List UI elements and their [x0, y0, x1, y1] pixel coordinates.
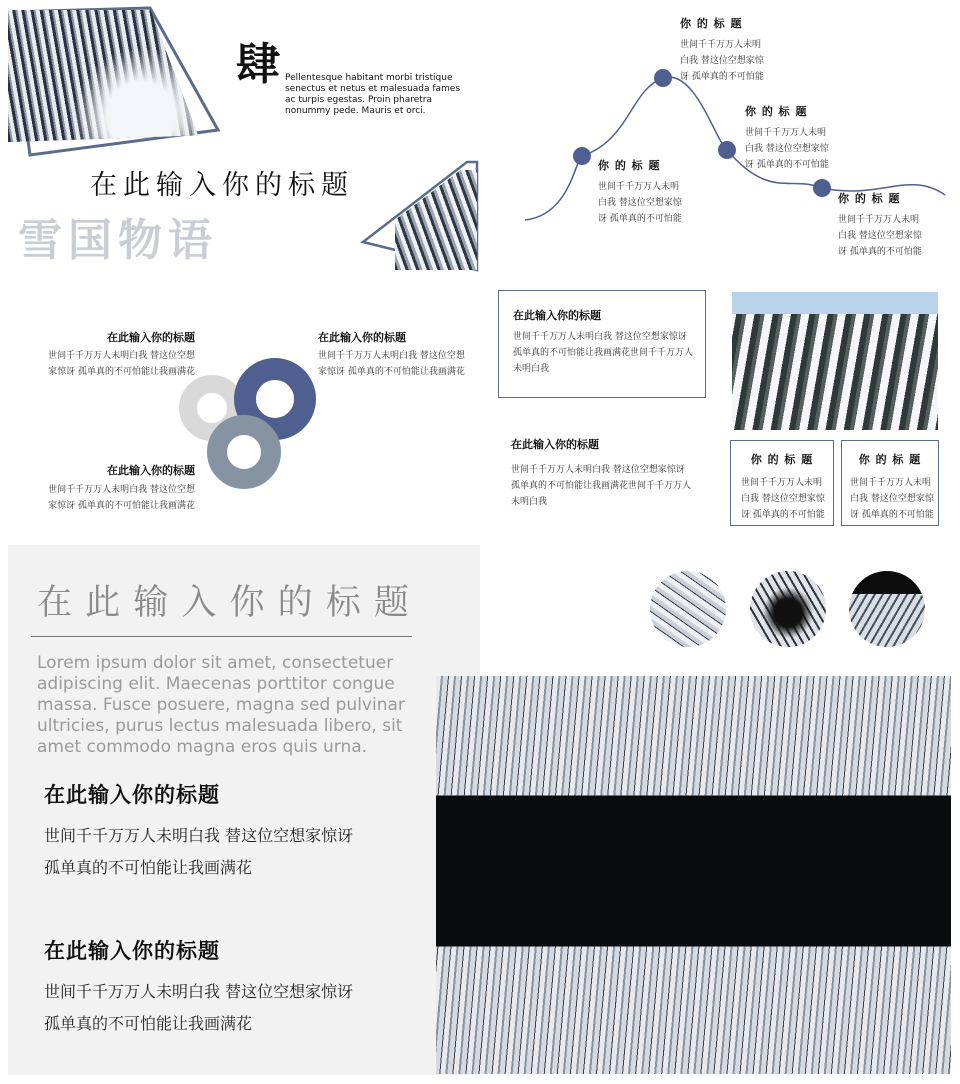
- small-box-1-label: 你 的 标 题: [750, 453, 814, 466]
- timeline-text-4: 世间千千万万人未明白我 替这位空想家惊讶 孤单真的不可怕能: [838, 215, 922, 257]
- lorem-paragraph: Lorem ipsum dolor sit amet, consectetuer adipiscing elit. Maecenas porttitor congue massa. Fusce posuere, magna sed pulvinar ultricies, purus lectus malesuada libero, sit amet commodo magna eros quis urna.: [37, 653, 405, 757]
- ring-slate: [217, 425, 271, 479]
- timeline-text-3: 世间千千万万人未明白我 替这位空想家惊讶 孤单真的不可怕能: [745, 128, 829, 170]
- title-underline: [31, 636, 412, 637]
- timeline-dot-4: [813, 179, 831, 197]
- latin-paragraph: Pellentesque habitant morbi tristique senectus et netus et malesuada fames ac turpis egestas. Proin pharetra nonummy pede. Mauris et orci.: [285, 73, 461, 116]
- text-box-1: [498, 290, 706, 398]
- small-box-2-text: 世间千千万万人未明白我 替这位空想家惊讶 孤单真的不可怕能: [850, 478, 934, 520]
- item-3-text: 世间千千万万人未明白我 替这位空想家惊讶 孤单真的不可怕能让我画满花: [48, 485, 195, 511]
- section-2-title: 在此输入你的标题: [44, 939, 220, 963]
- slide-4: [480, 272, 960, 542]
- section-1-title: 在此输入你的标题: [44, 783, 220, 807]
- timeline-label-2: 你 的 标 题: [680, 17, 743, 30]
- timeline-label-1: 你 的 标 题: [598, 159, 661, 172]
- circle-photo-2: [750, 571, 826, 647]
- chapter-char: 肆: [236, 39, 280, 90]
- item-1-text: 世间千千万万人未明白我 替这位空想家惊讶 孤单真的不可怕能让我画满花: [48, 351, 195, 377]
- small-box-1: [730, 440, 834, 526]
- item-3-title: 在此输入你的标题: [107, 464, 195, 477]
- section-2-title: 在此输入你的标题: [511, 438, 599, 451]
- aerial-snow-river-photo: [436, 676, 951, 1074]
- small-box-2-label: 你 的 标 题: [858, 453, 922, 466]
- timeline-label-3: 你 的 标 题: [745, 105, 808, 118]
- slide-title: 在此输入你的标题: [90, 170, 354, 201]
- timeline-text-1: 世间千千万万人未明白我 替这位空想家惊讶 孤单真的不可怕能: [598, 182, 682, 224]
- section-1-line1: 世间千千万万人未明白我 替这位空想家惊讶: [44, 826, 354, 845]
- section-2-text: 世间千千万万人未明白我 替这位空想家惊讶 孤单真的不可怕能让我画满花世间千千万万人未明白我: [511, 465, 692, 507]
- timeline-dot-1: [573, 147, 591, 165]
- section-2-line1: 世间千千万万人未明白我 替这位空想家惊讶: [44, 982, 354, 1001]
- timeline-dot-2: [654, 69, 672, 87]
- timeline-dot-3: [718, 141, 736, 159]
- section-1-line2: 孤单真的不可怕能让我画满花: [44, 858, 253, 877]
- slide-3: [0, 272, 480, 542]
- timeline-label-4: 你 的 标 题: [838, 192, 901, 205]
- slide-2: [480, 0, 960, 272]
- section-2-line2: 孤单真的不可怕能让我画满花: [44, 1014, 253, 1033]
- circle-photo-3: [849, 571, 925, 647]
- small-box-2: [841, 440, 939, 526]
- slide-5: [0, 545, 960, 1084]
- circle-photo-1: [650, 571, 726, 647]
- slide-subtitle: 雪国物语: [18, 215, 218, 266]
- item-2-text: 世间千千万万人未明白我 替这位空想家惊讶 孤单真的不可怕能让我画满花: [318, 351, 465, 377]
- box-1-title: 在此输入你的标题: [513, 309, 601, 322]
- item-1-title: 在此输入你的标题: [107, 331, 195, 344]
- timeline-text-2: 世间千千万万人未明白我 替这位空想家惊讶 孤单真的不可怕能: [680, 40, 764, 82]
- item-2-title: 在此输入你的标题: [318, 331, 406, 344]
- slide-1: [0, 0, 480, 272]
- ski-mountain-photo: [732, 292, 938, 430]
- big-title: 在 此 输 入 你 的 标 题: [37, 583, 410, 623]
- small-box-1-text: 世间千千万万人未明白我 替这位空想家惊讶 孤单真的不可怕能: [741, 478, 825, 520]
- box-1-text: 世间千千万万人未明白我 替这位空想家惊讶 孤单真的不可怕能让我画满花世间千千万万人未明白我: [513, 332, 694, 374]
